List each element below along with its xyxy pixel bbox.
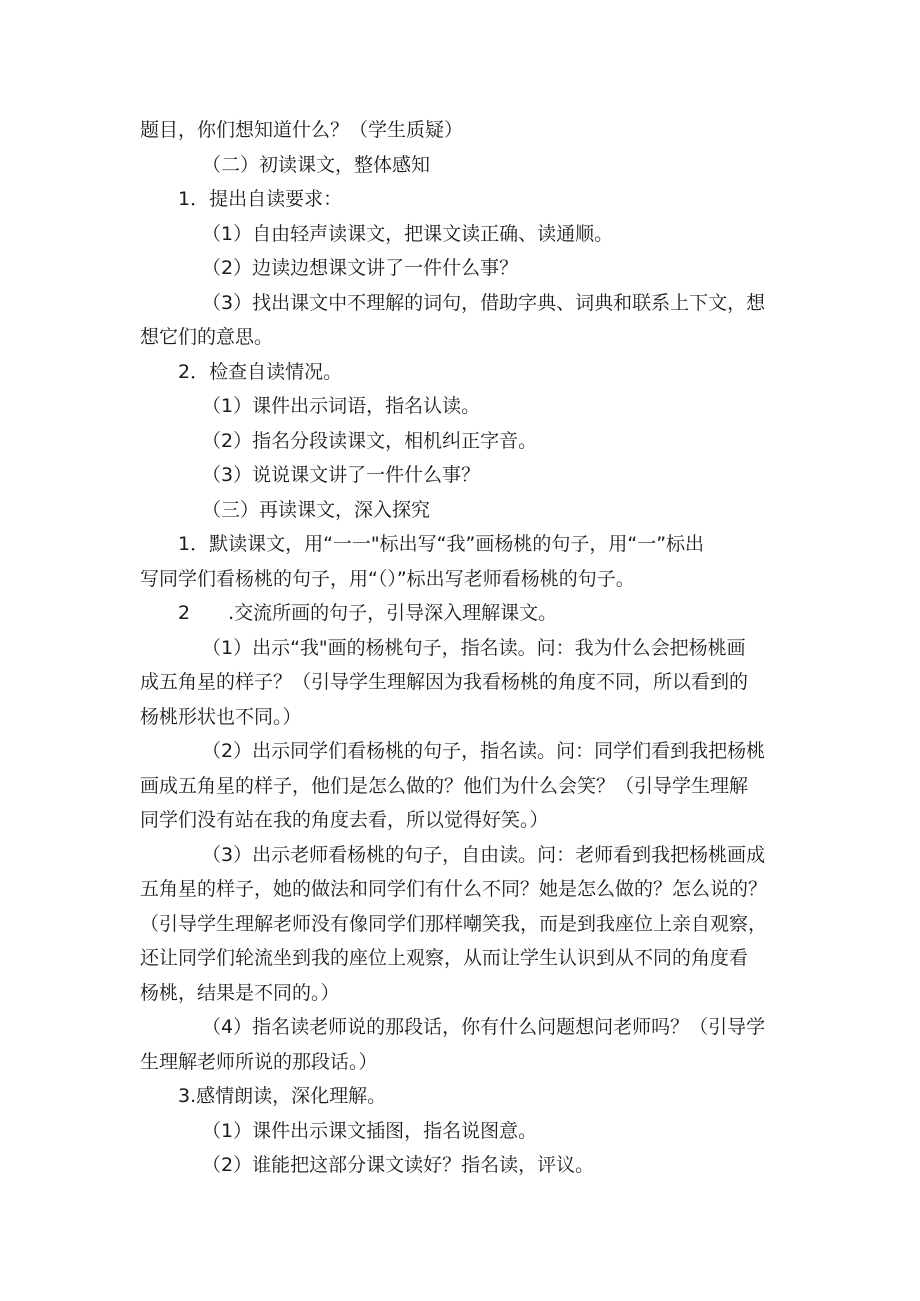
text-line: 题目，你们想知道什么？（学生质疑）: [140, 119, 464, 141]
text-line: 写同学们看杨桃的句子，用“（）”标出写老师看杨桃的句子。: [140, 567, 635, 590]
text-line: 杨桃形状也不同。）: [140, 705, 302, 728]
text-line: 同学们没有站在我的角度去看，所以觉得好笑。）: [140, 809, 549, 831]
list-item: （1）自由轻声读课文，把课文读正确、读通顺。: [202, 222, 614, 245]
list-item: （1）课件出示课文插图，指名说图意。: [202, 1119, 538, 1142]
list-item: （4）指名读老师说的那段话，你有什么问题想问老师吗？（引导学: [202, 1016, 766, 1038]
list-item: （2）指名分段读课文，相机纠正字音。: [202, 429, 538, 452]
section-heading: （三）再读课文，深入探究: [202, 498, 431, 521]
list-item: （2）边读边想课文讲了一件什么事？: [202, 257, 519, 279]
list-item: （1）课件出示词语，指名认读。: [202, 395, 481, 417]
list-item: （3）说说课文讲了一件什么事？: [202, 464, 481, 486]
list-heading: 2 .交流所画的句子，引导深入理解课文。: [178, 602, 558, 624]
list-heading: 3.感情朗读，深化理解。: [178, 1085, 387, 1107]
list-item: （2）谁能把这部分课文读好？指名读，评议。: [202, 1154, 595, 1176]
list-heading: 1．默读课文，用“一一"标出写“我”画杨桃的句子，用“一”标出: [178, 533, 705, 555]
list-item: （2）出示同学们看杨桃的句子，指名读。问：同学们看到我把杨桃: [202, 740, 766, 762]
text-line: （引导学生理解老师没有像同学们那样嘲笑我，而是到我座位上亲自观察，: [140, 912, 768, 935]
text-line: 还让同学们轮流坐到我的座位上观察，从而让学生认识到从不同的角度看: [140, 947, 749, 969]
text-line: 五角星的样子，她的做法和同学们有什么不同？她是怎么做的？怎么说的？: [140, 878, 768, 900]
section-heading: （二）初读课文，整体感知: [202, 153, 431, 176]
text-line: 生理解老师所说的那段话。）: [140, 1050, 378, 1073]
list-heading: 2．检查自读情况。: [178, 360, 343, 383]
list-item: （3）找出课文中不理解的词句，借助字典、词典和联系上下文，想: [202, 291, 766, 314]
text-line: 杨桃，结果是不同的。）: [140, 981, 340, 1004]
list-item: （3）出示老师看杨桃的句子，自由读。问：老师看到我把杨桃画成: [202, 843, 766, 866]
document-body: [140, 113, 785, 1183]
list-heading: 1．提出自读要求：: [178, 188, 343, 210]
text-line: 想它们的意思。: [140, 326, 274, 348]
list-item: （1）出示“我"画的杨桃句子，指名读。问：我为什么会把杨桃画: [202, 636, 746, 659]
text-line: 画成五角星的样子，他们是怎么做的？他们为什么会笑？（引导学生理解: [140, 774, 749, 797]
text-line: 成五角星的样子？（引导学生理解因为我看杨桃的角度不同，所以看到的: [140, 671, 749, 693]
